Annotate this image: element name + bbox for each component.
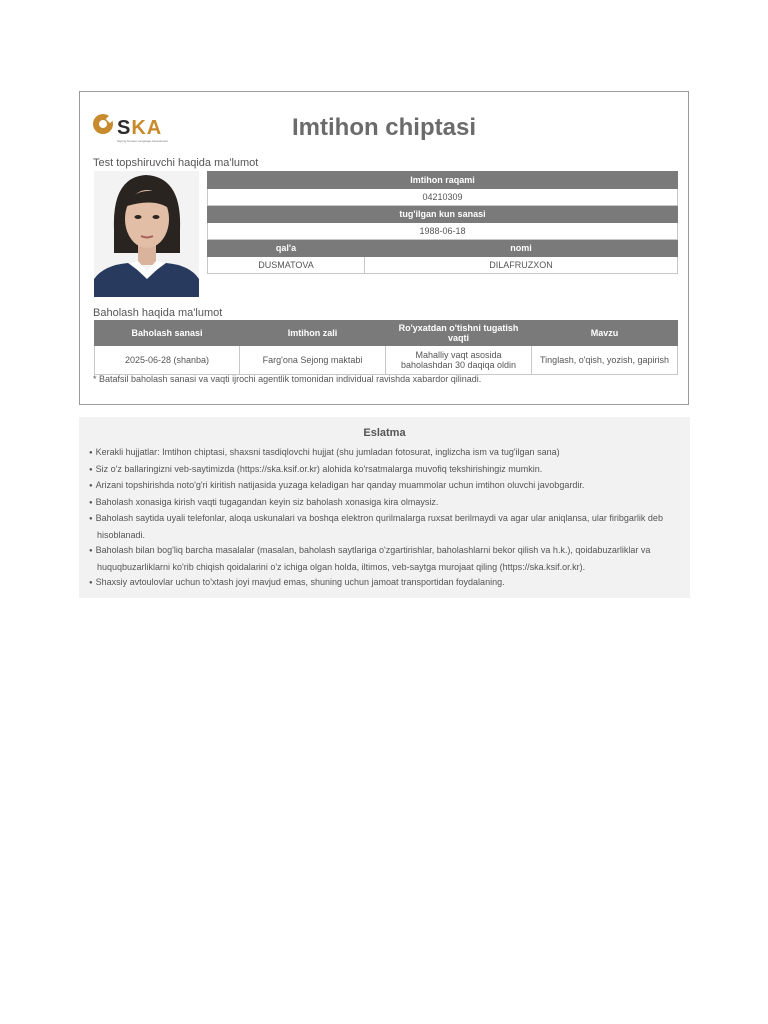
eval-hall: Farg'ona Sejong maktabi [240, 346, 386, 375]
birth-date-label: tug'ilgan kun sanasi [208, 206, 678, 223]
note-item: ● Shaxsiy avtoulovlar uchun to'xtash joyi mavjud emas, shuning uchun jamoat transportidan foydalaning. [89, 575, 680, 592]
note-item: ● Kerakli hujjatlar: Imtihon chiptasi, shaxsni tasdiqlovchi hujjat (shu jumladan fotosurat, inglizcha ism va tug'ilgan sana) [89, 445, 680, 462]
note-item: ● Baholash saytida uyali telefonlar, aloqa uskunalari va boshqa elektron qurilmalarga ruxsat berilmaydi va agar ular aniqlansa, ular firibgarlik deb hisoblanadi. [89, 511, 680, 543]
exam-number-value: 04210309 [208, 189, 678, 206]
notes-title: Eslatma [363, 427, 406, 439]
eval-subject: Tinglash, o'qish, yozish, gapirish [532, 346, 678, 375]
note-item: ● Baholash xonasiga kirish vaqti tugagandan keyin siz baholash xonasiga kira olmaysiz. [89, 495, 680, 512]
surname-label: qal'a [208, 240, 365, 257]
exam-number-label: Imtihon raqami [208, 172, 678, 189]
evaluation-section-label: Baholash haqida ma'lumot [93, 307, 223, 319]
page-title: Imtihon chiptasi [291, 114, 476, 141]
evaluation-table [94, 320, 678, 375]
birth-date-value: 1988-06-18 [208, 223, 678, 240]
note-item: ● Siz o'z ballaringizni veb-saytimizda (https://ska.ksif.or.kr) alohida ko'rsatmalarga muvofiq tekshirishingiz mumkin. [89, 462, 680, 479]
surname-value: DUSMATOVA [208, 257, 365, 274]
notes-panel [79, 417, 690, 598]
logo-tagline: Sejong Korean Language Assessment [117, 139, 169, 143]
eval-header-date: Baholash sanasi [95, 321, 240, 346]
note-item: ● Baholash bilan bog'liq barcha masalalar (masalan, baholash saytlariga o'zgartirishlar, baholashlarni bekor qilish va h.k.), qoidabuzarliklar va huquqbuzarliklarni ko'rib chiqish qoidalarini o'z ichiga olgan holda, iltimos, veb-saytga murojaat qiling (https://ska.ksif.or.kr). [89, 543, 680, 575]
eval-header-registration-deadline: Ro'yxatdan o'tishni tugatish vaqti [386, 321, 532, 346]
notes-list [79, 445, 690, 592]
note-item: ● Arizani topshirishda noto'g'ri kiritish natijasida yuzaga keladigan har qanday muammolar uchun imtihon oluvchi javobgardir. [89, 478, 680, 495]
eval-date: 2025-06-28 (shanba) [95, 346, 240, 375]
exam-ticket [79, 91, 689, 405]
evaluation-footnote: * Batafsil baholash sanasi va vaqti ijrochi agentlik tomonidan individual ravishda xabardor qilinadi. [93, 374, 482, 384]
eval-header-hall: Imtihon zali [240, 321, 386, 346]
eval-header-subject: Mavzu [532, 321, 678, 346]
name-value: DILAFRUZXON [365, 257, 678, 274]
name-label: nomi [365, 240, 678, 257]
logo-brand: SKA [117, 117, 163, 139]
candidate-photo [94, 171, 199, 297]
eval-registration-deadline: Mahalliy vaqt asosida baholashdan 30 daqiqa oldin [386, 346, 532, 375]
candidate-section-label: Test topshiruvchi haqida ma'lumot [93, 157, 259, 169]
candidate-info-table [207, 171, 678, 274]
